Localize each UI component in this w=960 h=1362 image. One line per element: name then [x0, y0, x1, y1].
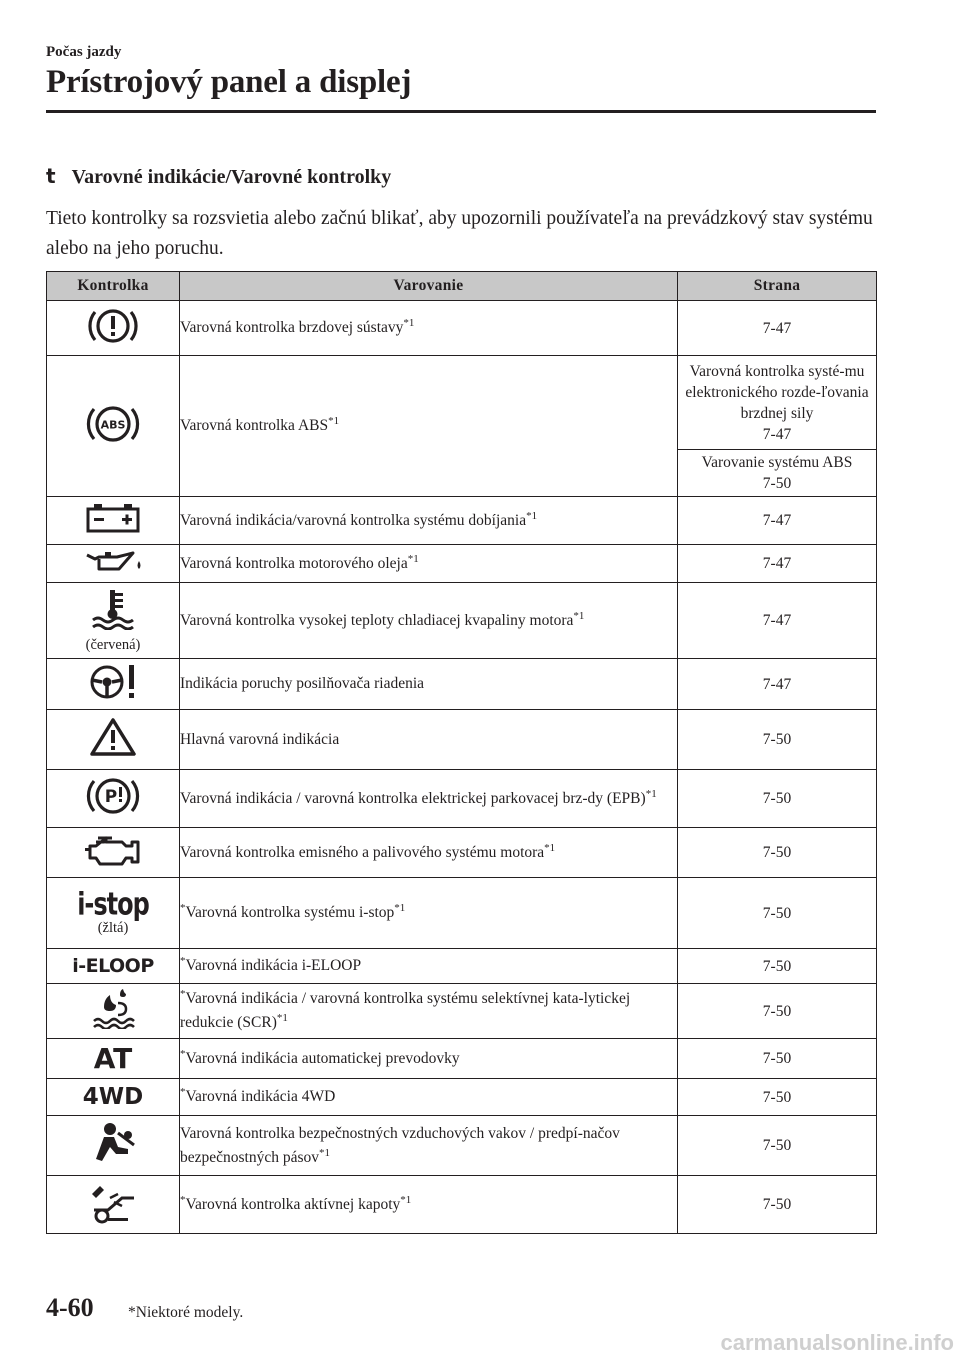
footnote: *Niektoré modely.: [128, 1304, 244, 1321]
icon-cell: [47, 710, 180, 770]
icon-cell: [47, 659, 180, 710]
page-reference: 7-47: [678, 497, 877, 545]
warning-description: Varovná indikácia / varovná kontrolka elektrickej parkovacej brz-dy (EPB)$^{*1}$: [180, 770, 678, 828]
warning-description: *Varovná indikácia / varovná kontrolka systému selektívnej kata-lytickej redukcie (SCR)$^{*1}$: [180, 984, 678, 1039]
active-bonnet-icon: [86, 1180, 140, 1224]
page-reference: 7-50: [678, 828, 877, 878]
icon-cell: [47, 1176, 180, 1234]
icon-cell: [47, 828, 180, 878]
page-reference: 7-50: [678, 1176, 877, 1234]
watermark: carmanualsonline.info: [720, 1330, 954, 1355]
table-row: [47, 659, 877, 710]
page-reference: 7-47: [678, 583, 877, 659]
title-divider: [46, 110, 876, 113]
warning-description: Varovná kontrolka bezpečnostných vzduchových vakov / predpí-načov bezpečnostných pásov$^{*1}$: [180, 1116, 678, 1176]
i-eloop-icon: i-ELOOP: [72, 955, 154, 977]
table-row: [47, 1079, 877, 1116]
icon-cell: [47, 1039, 180, 1079]
four-wheel-drive-icon: 4WD: [82, 1084, 144, 1110]
table-row: [47, 710, 877, 770]
page-reference: [678, 356, 877, 450]
page-reference: 7-50: [678, 770, 877, 828]
check-engine-icon: [82, 832, 144, 868]
icon-cell: [47, 1116, 180, 1176]
page-reference-number: 7-50: [762, 475, 792, 492]
scr-system-icon: [90, 989, 136, 1029]
page-reference: [678, 450, 877, 497]
warning-description: Indikácia poruchy posilňovača riadenia: [180, 659, 678, 710]
table-row: [47, 545, 877, 583]
page-number: 4-60: [46, 1293, 94, 1322]
warning-description: Hlavná varovná indikácia: [180, 710, 678, 770]
icon-cell: [47, 984, 180, 1039]
battery-charging-icon: [84, 501, 142, 535]
table-row: [47, 949, 877, 984]
heading-text: Varovné indikácie/Varovné kontrolky: [71, 166, 392, 188]
table-row: [47, 828, 877, 878]
intro-paragraph: Tieto kontrolky sa rozsvietia alebo začnú blikať, aby upozornili používateľa na prevádzkový stav systému alebo na jeho poruchu.: [46, 208, 873, 259]
page-reference: 7-50: [678, 710, 877, 770]
subsection-heading: [46, 164, 391, 189]
table-row: [47, 356, 877, 450]
i-stop-icon: i-stop: [77, 885, 149, 922]
warning-description: Varovná kontrolka emisného a palivového systému motora$^{*1}$: [180, 828, 678, 878]
warning-description: Varovná kontrolka brzdovej sústavy$^{*1}$: [180, 301, 678, 356]
icon-cell: [47, 1079, 180, 1116]
table-row: [47, 301, 877, 356]
steering-wheel-warning-icon: [85, 662, 141, 702]
table-row: [47, 497, 877, 545]
icon-cell: [47, 356, 180, 497]
warning-description: *Varovná indikácia automatickej prevodovky: [180, 1039, 678, 1079]
page-reference-label: Varovanie systému ABS: [701, 454, 853, 471]
page-reference: 7-47: [678, 659, 877, 710]
page-reference: 7-50: [678, 1116, 877, 1176]
table-row: [47, 1039, 877, 1079]
table-row: [47, 583, 877, 659]
warning-description: Varovná indikácia/varovná kontrolka systému dobíjania$^{*1}$: [180, 497, 678, 545]
electric-parking-brake-icon: [82, 773, 144, 819]
airbag-seatbelt-icon: [88, 1121, 138, 1165]
warning-description: Varovná kontrolka vysokej teploty chladiacej kvapaliny motora$^{*1}$: [180, 583, 678, 659]
icon-cell: [47, 949, 180, 984]
icon-color-note: (červená): [85, 636, 141, 653]
warning-description: *Varovná indikácia i-ELOOP: [180, 949, 678, 984]
page-reference: 7-47: [678, 545, 877, 583]
icon-color-note: (žltá): [97, 919, 129, 936]
automatic-transmission-icon: AT: [93, 1042, 133, 1075]
column-header-varovanie: Varovanie: [180, 272, 678, 301]
table-header-row: [47, 272, 877, 301]
icon-cell: [47, 770, 180, 828]
page-reference: 7-50: [678, 878, 877, 949]
heading-marker: t: [46, 164, 56, 188]
page-reference: 7-50: [678, 949, 877, 984]
table-row: [47, 878, 877, 949]
column-header-kontrolka: Kontrolka: [47, 272, 180, 301]
icon-cell: [47, 497, 180, 545]
coolant-temperature-icon: [89, 588, 137, 630]
warning-description: *Varovná kontrolka systému i-stop$^{*1}$: [180, 878, 678, 949]
svg-text:P: P: [104, 787, 118, 807]
table-row: [47, 1116, 877, 1176]
table-row: [47, 984, 877, 1039]
page-reference: 7-50: [678, 1039, 877, 1079]
warning-description: *Varovná kontrolka aktívnej kapoty$^{*1}$: [180, 1176, 678, 1234]
page-reference-number: 7-47: [762, 425, 792, 443]
section-label: Počas jazdy: [46, 44, 122, 60]
brake-warning-icon: [83, 304, 143, 348]
oil-can-icon: [81, 547, 145, 575]
table-row: [47, 1176, 877, 1234]
icon-cell: [47, 545, 180, 583]
icon-cell: [47, 878, 180, 949]
page-reference: 7-50: [678, 1079, 877, 1116]
abs-warning-icon: [82, 401, 144, 447]
page-reference: 7-47: [678, 301, 877, 356]
warning-description: *Varovná indikácia 4WD: [180, 1079, 678, 1116]
svg-text:ABS: ABS: [100, 418, 126, 431]
icon-cell: [47, 301, 180, 356]
warning-description: Varovná kontrolka ABS$^{*1}$: [180, 356, 678, 497]
page-reference-label: Varovná kontrolka systé-mu elektronického rozde-ľovania brzdnej sily: [685, 362, 869, 422]
table-row: [47, 770, 877, 828]
column-header-strana: Strana: [678, 272, 877, 301]
page-reference: 7-50: [678, 984, 877, 1039]
master-warning-triangle-icon: [88, 716, 138, 758]
warning-lights-table: [46, 271, 877, 1234]
page-title: Prístrojový panel a displej: [46, 64, 412, 100]
warning-description: Varovná kontrolka motorového oleja$^{*1}$: [180, 545, 678, 583]
icon-cell: [47, 583, 180, 659]
